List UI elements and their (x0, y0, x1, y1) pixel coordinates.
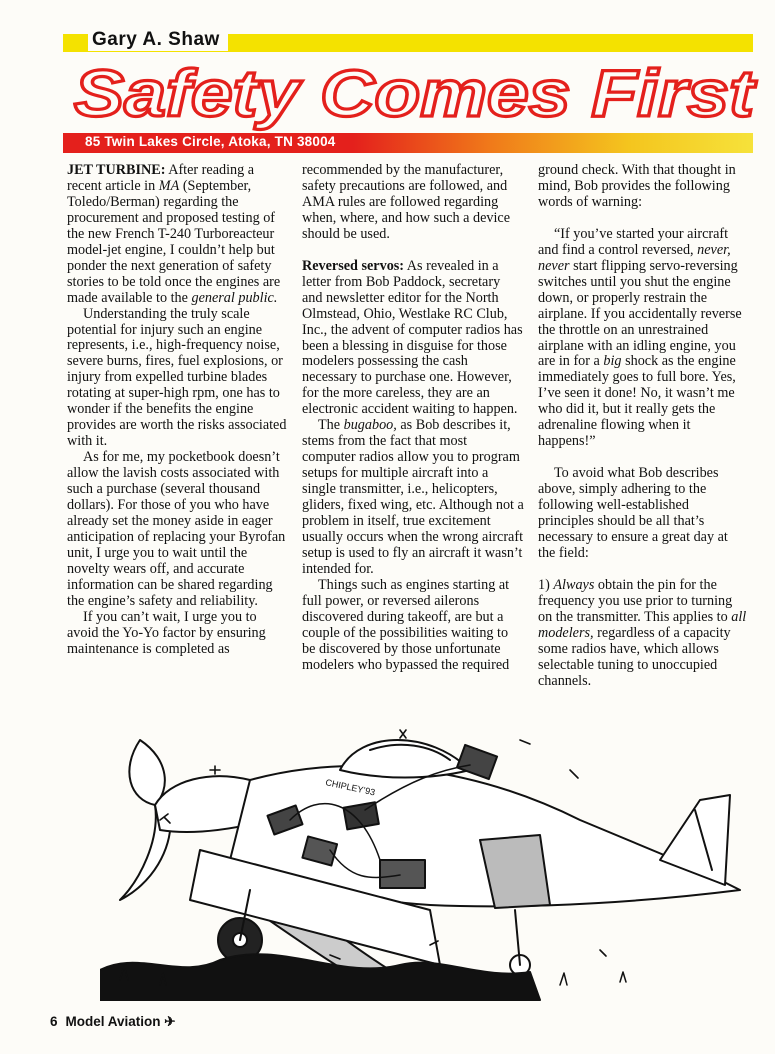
text-italic: Always (553, 576, 595, 593)
text-italic: bugaboo, (343, 417, 397, 434)
text-span: obtain the pin for the frequency you use prior to turning on the transmitter. This applies to (538, 576, 733, 625)
crashed-airplane-illustration (100, 710, 750, 1010)
text-italic: big (603, 353, 622, 370)
servo (457, 745, 497, 779)
column-3 (538, 163, 748, 690)
text-span: “If you’ve started your aircraft and find a control reversed, (538, 225, 729, 258)
text-span: As revealed in a letter from Bob Paddock, secretary and newsletter editor for the North Olmstead, Ohio, Westlake RC Club, Inc., the advent of computer radios has been a blessing in disguise for those modelers possessing the cash necessary to purchase one. However, for the more careless, they are an electronic accident waiting to happen. (302, 257, 523, 418)
text-italic: all modelers, (538, 608, 747, 641)
article-title (70, 54, 760, 132)
column-1 (67, 163, 289, 658)
artist-signature: CHIPLEY’93 (324, 777, 377, 798)
list-number: 1) (538, 576, 554, 593)
paragraph (302, 259, 524, 419)
text-span: as Bob describes it, stems from the fact that most computer radios allow you to program setups for multiple aircraft into a single transmitter, i.e., helicopters, gliders, fixed wing, etc. Although not a problem in itself, true excitement usually occurs when the wrong aircraft setup is used to fly an aircraft it wasn’t intended for. (302, 417, 524, 577)
text-span: shock as the engine immediately goes to full bore. Yes, I’ve seen it done! No, it wasn’t me who did it, but it really gets the adrenaline flowing when it happens!” (538, 353, 736, 450)
author-name: Gary A. Shaw (88, 29, 228, 51)
section-lead: JET TURBINE: (67, 162, 166, 178)
paragraph: If you can’t wait, I urge you to avoid the Yo-Yo factor by ensuring maintenance is completed as (67, 608, 266, 657)
propeller-blade (129, 740, 164, 805)
article-title-text: Safety Comes First (74, 56, 758, 130)
text-italic: MA (158, 177, 180, 194)
magazine-name: Model Aviation (65, 1014, 161, 1029)
paragraph: To avoid what Bob describes above, simply adhering to the following well-established principles should be all that’s necessary to ensure a great day at the field: (538, 465, 728, 561)
text-span: regardless of a capacity some radios have, which allows selectable tuning to unoccupied channels. (538, 624, 731, 689)
paragraph: Things such as engines starting at full power, or reversed ailerons discovered during takeoff, are but a couple of the possibilities waiting to be discovered by those unfortunate modelers who bypassed the required (302, 576, 510, 673)
paragraph (302, 418, 524, 578)
page-number: 6 (50, 1014, 58, 1029)
paragraph: ground check. With that thought in mind, Bob provides the following words of warning: (538, 162, 736, 210)
text-span: (September, Toledo/Berman) regarding the procurement and proposed testing of the new French T-240 Turboreacteur model-jet engine, I couldn’t help but ponder the next generation of safety stories to be told once the engines are made available to the (67, 177, 281, 306)
paragraph: recommended by the manufacturer, safety precautions are followed, and AMA rules are followed regarding when, where, and how such a device should be used. (302, 162, 511, 242)
paragraph: As for me, my pocketbook doesn’t allow the lavish costs associated with such a purchase (several thousand dollars). For those of you who have already set the money aside in eager anticipation of replacing your Byrofan unit, I urge you to wait until the novelty wears off, and accurate information can be shared regarding the engine’s safety and reliability. (67, 449, 286, 609)
column-2 (302, 163, 524, 674)
text-italic: general public. (191, 289, 278, 306)
text-span: The (318, 417, 344, 434)
text-span: start flipping servo-reversing switches until you shut the engine down, or properly restrain the airplane. If you accidentally reverse the throttle on an unrestrained airplane with an idling engine, you are in for a (538, 257, 742, 370)
list-item (538, 578, 748, 690)
text-italic: never (538, 257, 570, 274)
text-span: After reading a recent article in (67, 162, 255, 194)
airplane-icon: ✈ (164, 1014, 176, 1029)
page-footer (50, 1014, 176, 1030)
paragraph (67, 163, 289, 307)
receiver (380, 860, 425, 888)
servo (343, 802, 378, 829)
section-lead: Reversed servos: (302, 257, 405, 274)
paragraph: Understanding the truly scale potential for injury such an engine represents, i.e., high-frequency noise, severe burns, fires, fuel explosions, or injury from expelled turbine blades rotating at super-high rpm, one has to wonder if the benefits the engine provides are worth the risks associated with it. (67, 305, 287, 450)
quote-paragraph (538, 227, 748, 450)
author-address: 85 Twin Lakes Circle, Atoka, TN 38004 (85, 134, 336, 149)
ground-grass (100, 954, 540, 1000)
text-italic: never, (697, 241, 731, 258)
